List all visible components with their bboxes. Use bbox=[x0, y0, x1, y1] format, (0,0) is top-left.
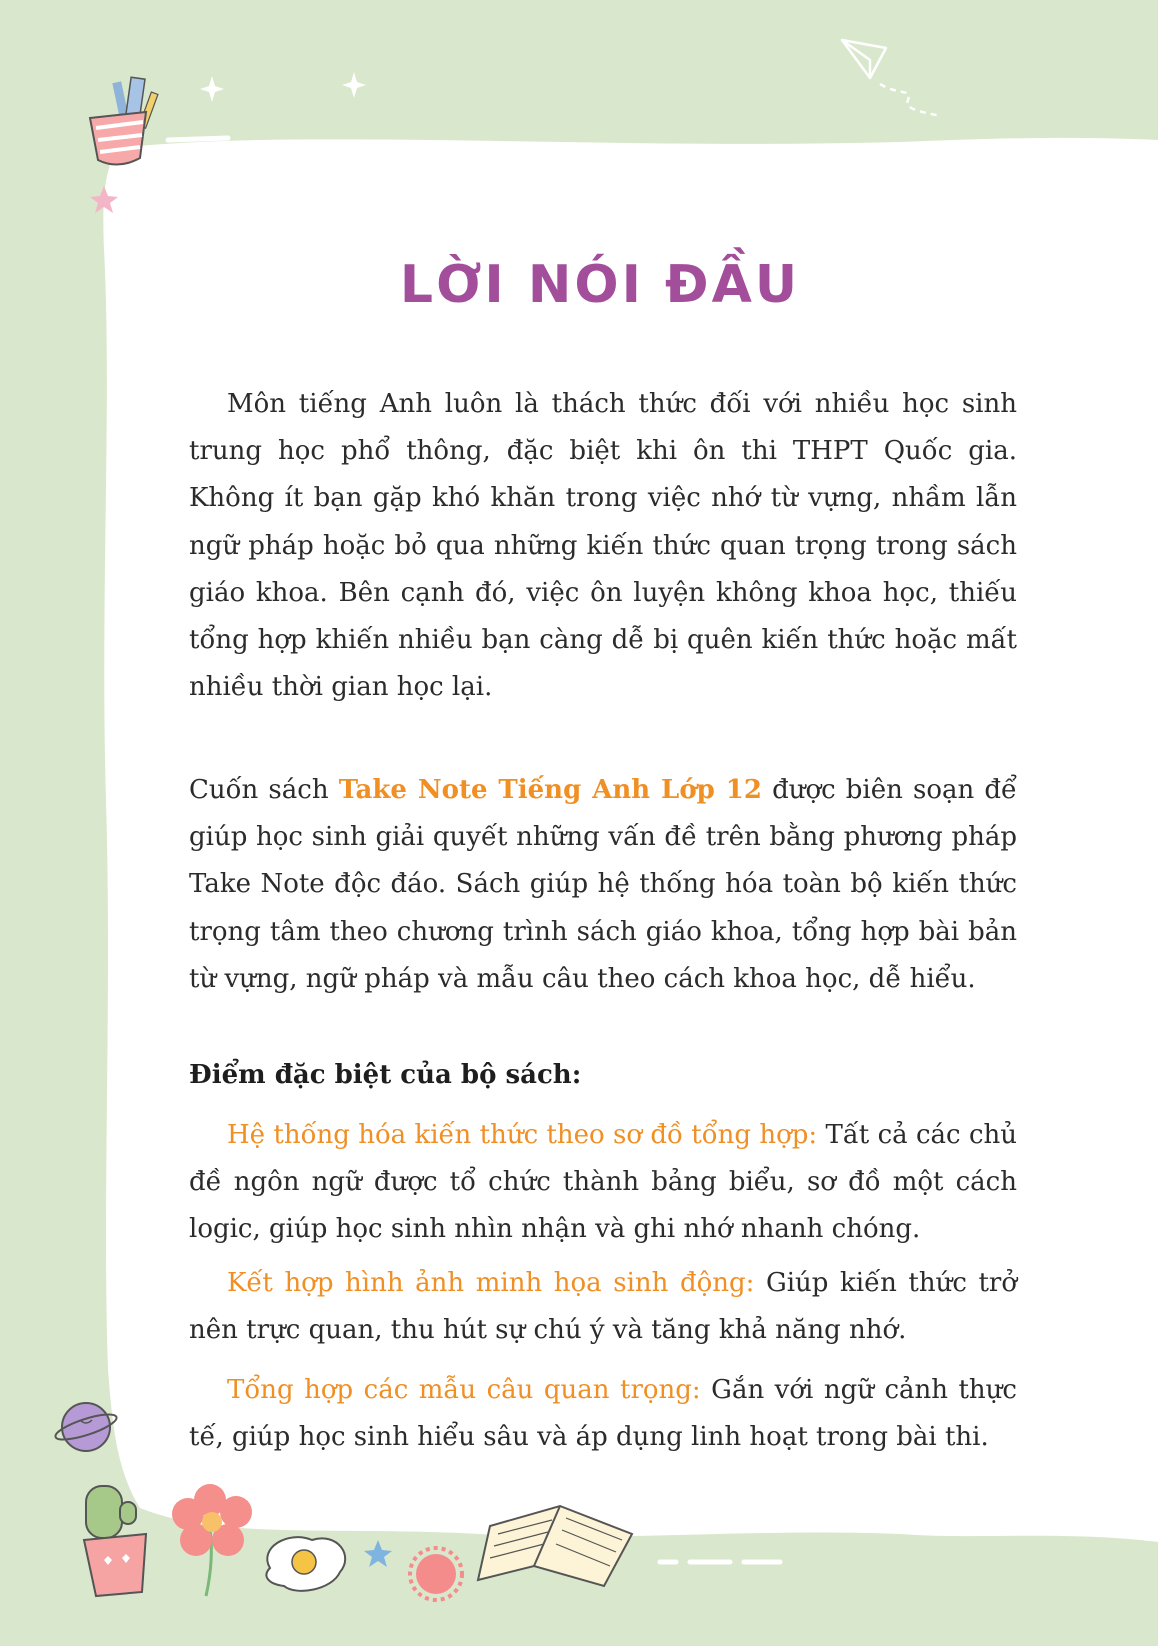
feature-label: Tổng hợp các mẫu câu quan trọng: bbox=[227, 1375, 701, 1405]
feature-text: Tất cả các chủ đề ngôn ngữ được tổ chức thành bảng biểu, sơ đồ một cách logic, giúp học sinh nhìn nhận và ghi nhớ nhanh chóng. bbox=[189, 1120, 1017, 1245]
book-paragraph bbox=[189, 767, 1017, 1003]
intro-paragraph: Môn tiếng Anh luôn là thách thức đối với nhiều học sinh trung học phổ thông, đặc biệt khi ôn thi THPT Quốc gia. Không ít bạn gặp khó khăn trong việc nhớ từ vựng, nhầm lẫn ngữ pháp hoặc bỏ qua những kiến thức quan trọng trong sách giáo khoa. Bên cạnh đó, việc ôn luyện không khoa học, thiếu tổng hợp khiến nhiều bạn càng dễ bị quên kiến thức hoặc mất nhiều thời gian học lại. bbox=[189, 389, 1017, 703]
feature-label: Kết hợp hình ảnh minh họa sinh động: bbox=[227, 1268, 755, 1298]
feature-item bbox=[189, 1260, 1017, 1354]
book-title-highlight: Take Note Tiếng Anh Lớp 12 bbox=[338, 775, 762, 805]
page-title: LỜI NÓI ĐẦU bbox=[399, 255, 801, 315]
features-heading: Điểm đặc biệt của bộ sách: bbox=[189, 1060, 582, 1090]
book-paragraph-after: được biên soạn để giúp học sinh giải quyết những vấn đề trên bằng phương pháp Take Note độc đáo. Sách giúp hệ thống hóa toàn bộ kiến thức trọng tâm theo chương trình sách giáo khoa, tổng hợp bài bản từ vựng, ngữ pháp và mẫu câu theo cách khoa học, dễ hiểu. bbox=[189, 775, 1017, 994]
feature-item bbox=[189, 1367, 1017, 1461]
feature-label: Hệ thống hóa kiến thức theo sơ đồ tổng hợp: bbox=[227, 1120, 818, 1150]
feature-text: Giúp kiến thức trở nên trực quan, thu hút sự chú ý và tăng khả năng nhớ. bbox=[189, 1268, 1018, 1346]
book-paragraph-before: Cuốn sách bbox=[189, 775, 339, 805]
feature-item bbox=[189, 1112, 1017, 1254]
feature-text: Gắn với ngữ cảnh thực tế, giúp học sinh hiểu sâu và áp dụng linh hoạt trong bài thi. bbox=[189, 1375, 1017, 1453]
